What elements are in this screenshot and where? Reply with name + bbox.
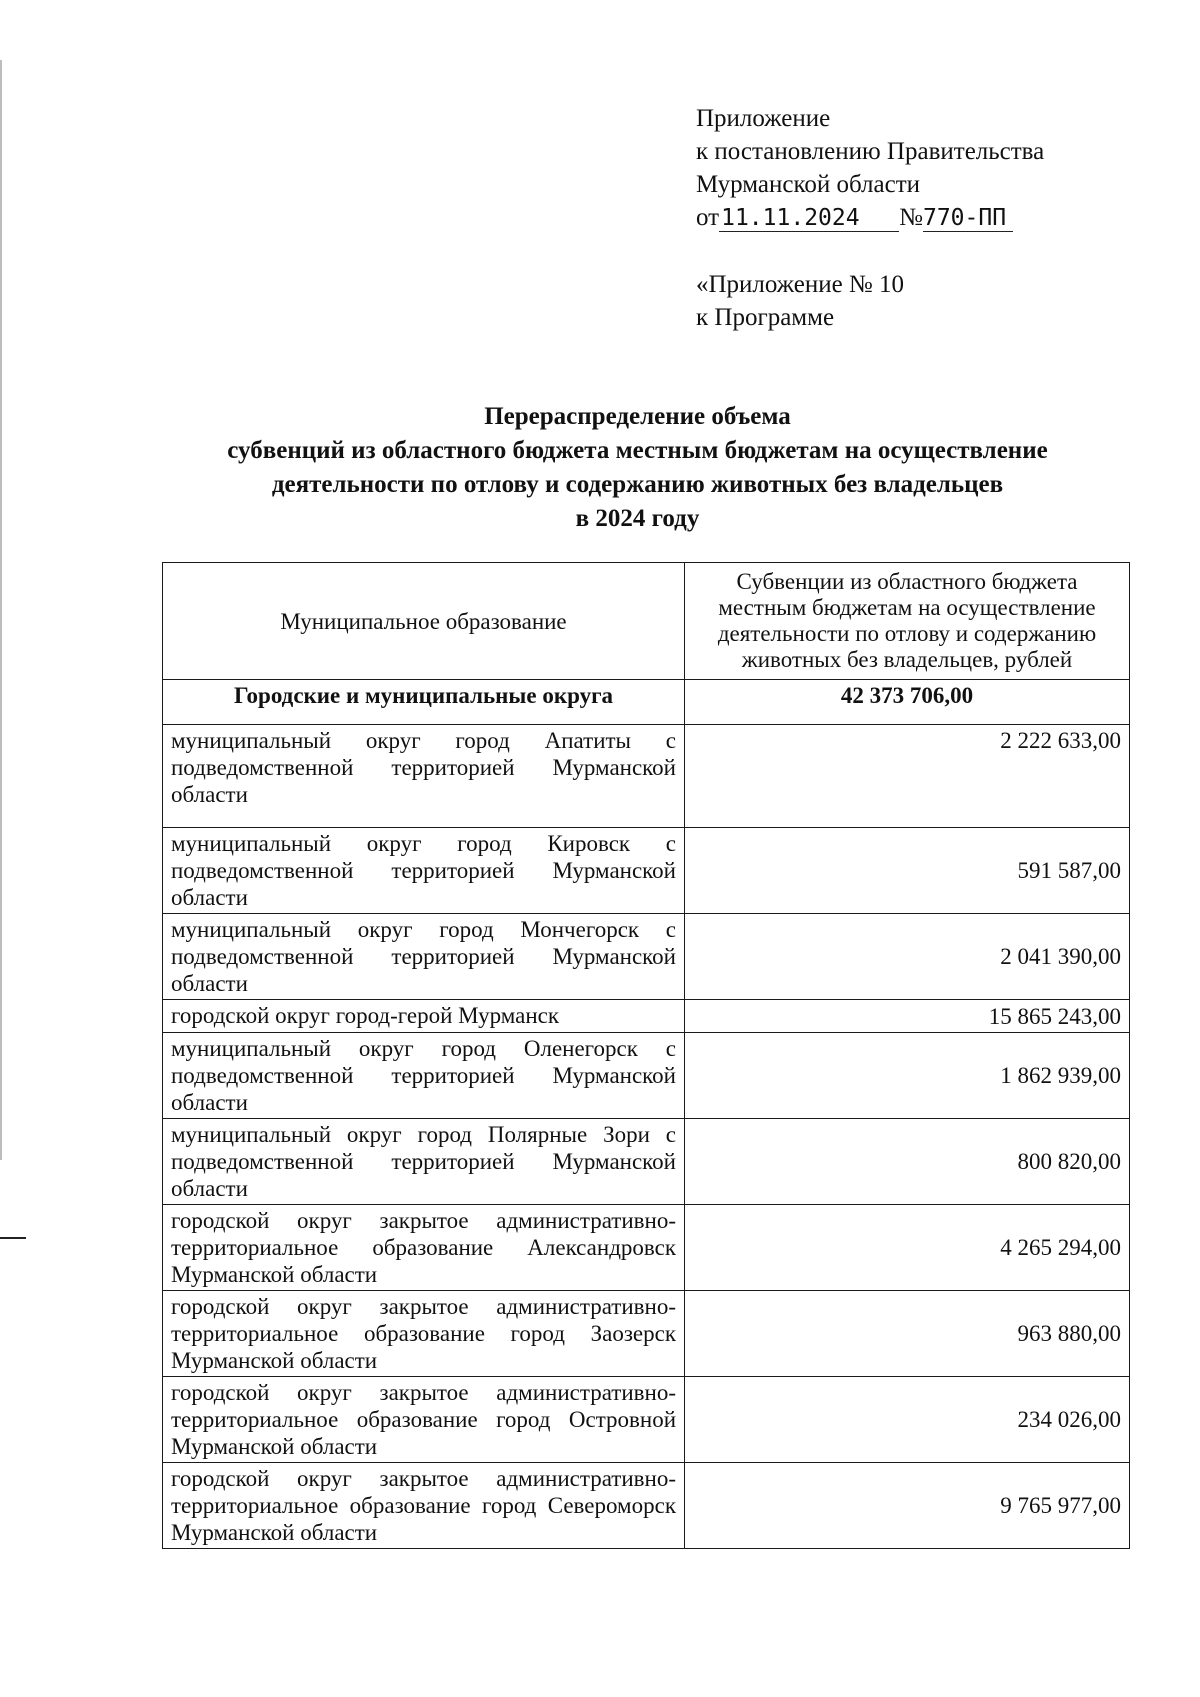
column-header-amount: Субвенции из областного бюджета местным бюджетам на осуществление деятельности по отлову и содержанию животных без владельцев, рублей <box>685 563 1130 680</box>
number-prefix: № <box>899 204 923 231</box>
municipality-name: муниципальный округ город Кировск с подведомственной территорией Мурманской области <box>163 828 685 914</box>
subvention-amount: 591 587,00 <box>685 828 1130 914</box>
group-row <box>163 680 1130 725</box>
resolution-date: 11.11.2024 <box>719 205 899 232</box>
table-row <box>163 1119 1130 1205</box>
annex-line-2: к Программе <box>696 304 835 331</box>
municipality-name: муниципальный округ город Оленегорск с подведомственной территорией Мурманской области <box>163 1033 685 1119</box>
table-row <box>163 1000 1130 1033</box>
table-row <box>163 1463 1130 1549</box>
subvention-amount: 1 862 939,00 <box>685 1033 1130 1119</box>
subvention-amount: 9 765 977,00 <box>685 1463 1130 1549</box>
title-line-3: деятельности по отлову и содержанию животных без владельцев <box>271 471 1004 498</box>
subvention-table <box>162 562 1130 1549</box>
subvention-amount: 963 880,00 <box>685 1291 1130 1377</box>
column-header-municipality: Муниципальное образование <box>163 563 685 680</box>
municipality-name: городской округ город-герой Мурманск <box>163 1000 685 1033</box>
municipality-name: городской округ закрытое административно-территориальное образование Александровск Мурманской области <box>163 1205 685 1291</box>
resolution-number: 770-ПП <box>923 205 1013 232</box>
approval-block <box>696 102 1044 234</box>
date-prefix: от <box>696 204 720 231</box>
table-row <box>163 725 1130 828</box>
approval-line-3: Мурманской области <box>696 171 921 198</box>
subvention-amount: 15 865 243,00 <box>685 1000 1130 1033</box>
approval-line-2: к постановлению Правительства <box>696 138 1045 165</box>
title-line-1: Перераспределение объема <box>484 403 791 430</box>
municipality-name: муниципальный округ город Мончегорск с подведомственной территорией Мурманской области <box>163 914 685 1000</box>
subvention-amount: 2 041 390,00 <box>685 914 1130 1000</box>
table-row <box>163 1033 1130 1119</box>
subvention-amount: 234 026,00 <box>685 1377 1130 1463</box>
table-row <box>163 1377 1130 1463</box>
municipality-name: городской округ закрытое административно-территориальное образование город Североморск Мурманской области <box>163 1463 685 1549</box>
table-row <box>163 828 1130 914</box>
approval-line-1: Приложение <box>696 105 831 132</box>
scan-margin-mark <box>0 1237 26 1239</box>
municipality-name: муниципальный округ город Полярные Зори с подведомственной территорией Мурманской области <box>163 1119 685 1205</box>
subvention-amount: 4 265 294,00 <box>685 1205 1130 1291</box>
table-row <box>163 914 1130 1000</box>
title-line-4: в 2024 году <box>575 505 700 532</box>
annex-line-1: «Приложение № 10 <box>696 271 905 298</box>
subvention-amount: 800 820,00 <box>685 1119 1130 1205</box>
municipality-name: городской округ закрытое административно-территориальное образование город Островной Мурманской области <box>163 1377 685 1463</box>
document-title <box>150 400 1125 536</box>
municipality-name: муниципальный округ город Апатиты с подведомственной территорией Мурманской области <box>163 725 685 828</box>
scan-edge <box>0 60 2 1160</box>
table-row <box>163 1291 1130 1377</box>
approval-date-row <box>696 201 1044 234</box>
group-label: Городские и муниципальные округа <box>163 680 685 725</box>
annex-block <box>696 268 904 334</box>
group-total: 42 373 706,00 <box>685 680 1130 725</box>
municipality-name: городской округ закрытое административно-территориальное образование город Заозерск Мурманской области <box>163 1291 685 1377</box>
table-header-row <box>163 563 1130 680</box>
title-line-2: субвенций из областного бюджета местным бюджетам на осуществление <box>227 437 1048 464</box>
subvention-amount: 2 222 633,00 <box>685 725 1130 828</box>
table-row <box>163 1205 1130 1291</box>
